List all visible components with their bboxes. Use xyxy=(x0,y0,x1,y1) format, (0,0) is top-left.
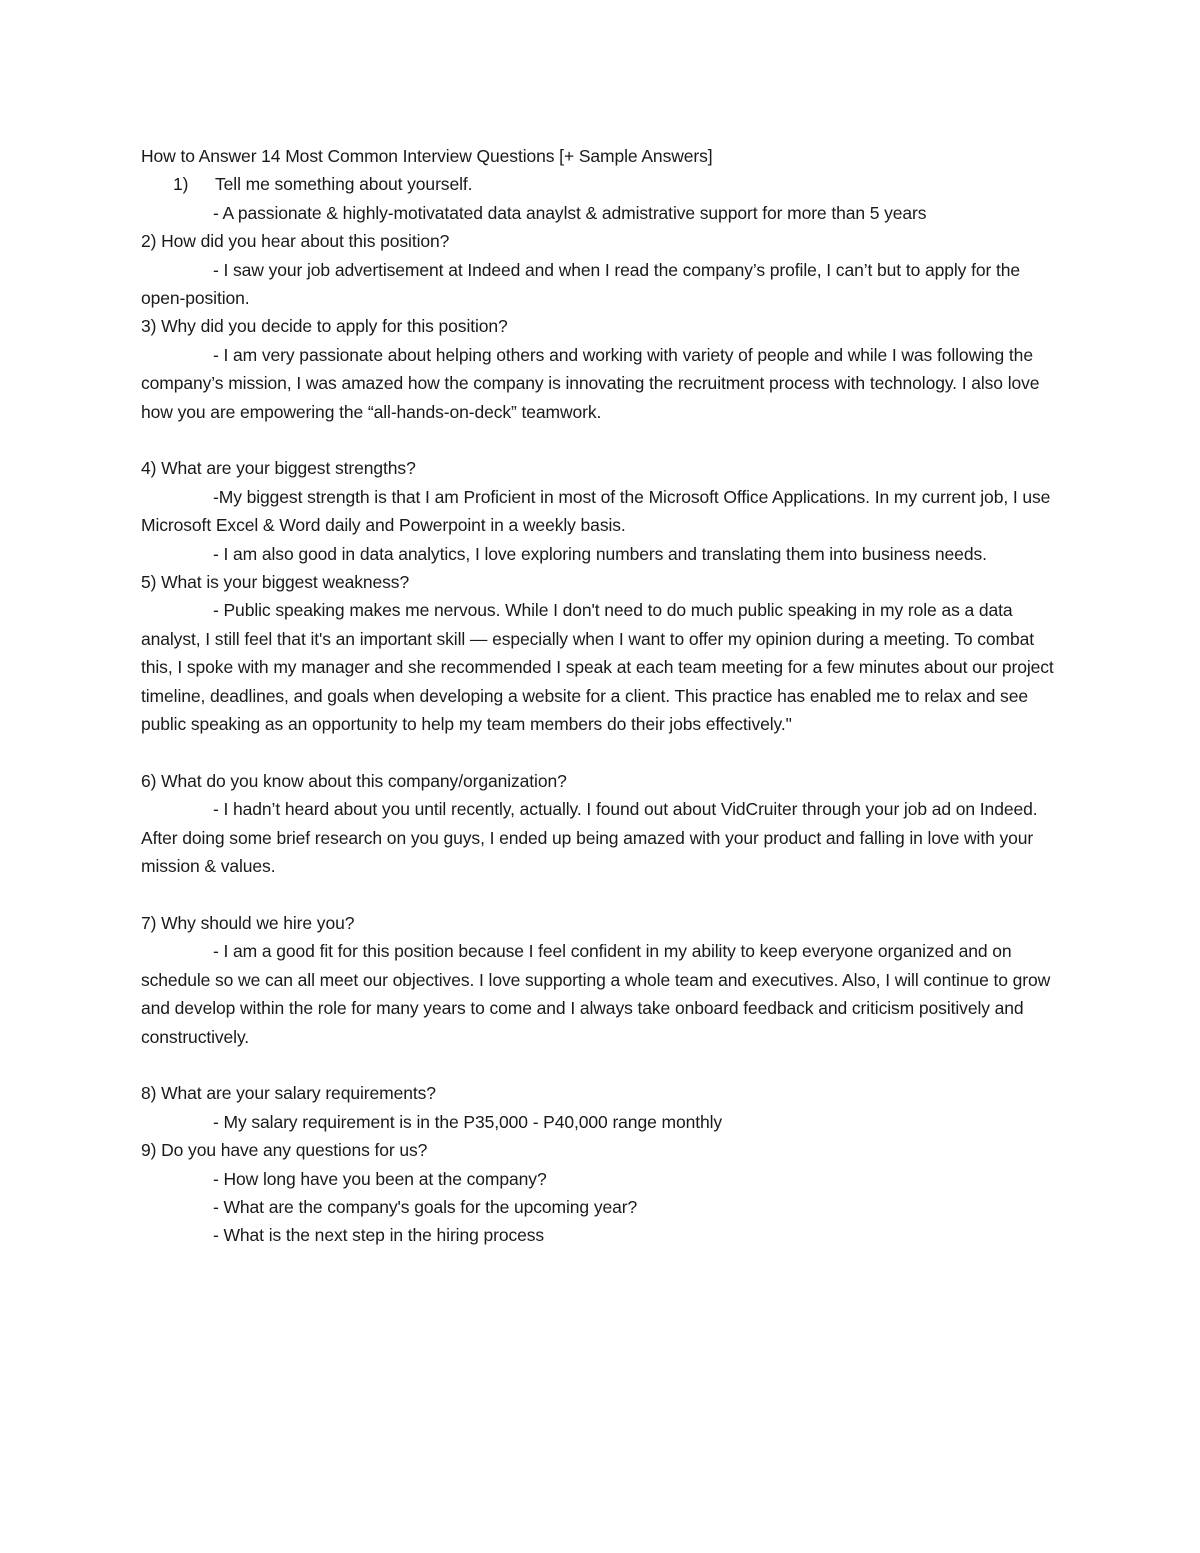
answer-6: - I hadn’t heard about you until recently, actually. I found out about VidCruiter through your job ad on Indeed. After doing some brief research on you guys, I ended up being amazed with your product and falling in love with your mission & values. xyxy=(141,799,1038,877)
answer-9a: - How long have you been at the company? xyxy=(213,1168,547,1189)
question-6: 6) What do you know about this company/organization? xyxy=(141,770,567,791)
question-7: 7) Why should we hire you? xyxy=(141,912,355,933)
answer-7: - I am a good fit for this position because I feel confident in my ability to keep everyone organized and on schedule so we can all meet our objectives. I love supporting a whole team and executives. Also, I will continue to grow and develop within the role for many years to come and I always take onboard feedback and criticism positively and constructively. xyxy=(141,941,1051,1047)
document-title: How to Answer 14 Most Common Interview Questions [+ Sample Answers] xyxy=(141,146,713,166)
question-1-number: 1) xyxy=(173,174,189,195)
question-1-text: Tell me something about yourself. xyxy=(215,174,473,195)
paragraph-gap xyxy=(141,739,1066,767)
answer-9b: - What are the company's goals for the upcoming year? xyxy=(213,1196,638,1217)
question-9: 9) Do you have any questions for us? xyxy=(141,1140,428,1161)
answer-9c: - What is the next step in the hiring process xyxy=(213,1225,545,1246)
answer-2: - I saw your job advertisement at Indeed and when I read the company’s profile, I can’t but to apply for the open-position. xyxy=(141,259,1020,309)
answer-5: - Public speaking makes me nervous. While I don't need to do much public speaking in my role as a data analyst, I still feel that it's an important skill — especially when I want to offer my opinion during a meeting. To combat this, I spoke with my manager and she recommended I speak at each team meeting for a few minutes about our project timeline, deadlines, and goals when developing a website for a client. This practice has enabled me to relax and see public speaking as an opportunity to help my team members do their jobs effectively." xyxy=(141,600,1054,735)
paragraph-gap xyxy=(141,1051,1066,1079)
answer-3: - I am very passionate about helping others and working with variety of people and while I was following the company’s mission, I was amazed how the company is innovating the recruitment process with technology. I also love how you are empowering the “all-hands-on-deck” teamwork. xyxy=(141,344,1040,422)
paragraph-gap xyxy=(141,881,1066,909)
question-4: 4) What are your biggest strengths? xyxy=(141,458,416,479)
answer-4b: - I am also good in data analytics, I love exploring numbers and translating them into business needs. xyxy=(213,543,987,564)
question-1 xyxy=(141,170,1066,198)
question-8: 8) What are your salary requirements? xyxy=(141,1083,436,1104)
answer-4a: -My biggest strength is that I am Proficient in most of the Microsoft Office Applications. In my current job, I use Microsoft Excel & Word daily and Powerpoint in a weekly basis. xyxy=(141,486,1051,536)
document-body xyxy=(141,142,1066,1250)
question-3: 3) Why did you decide to apply for this position? xyxy=(141,316,508,337)
question-5: 5) What is your biggest weakness? xyxy=(141,572,410,593)
answer-8: - My salary requirement is in the P35,000 - P40,000 range monthly xyxy=(213,1111,723,1132)
question-2: 2) How did you hear about this position? xyxy=(141,231,450,252)
paragraph-gap xyxy=(141,426,1066,454)
answer-1: - A passionate & highly-motivatated data anaylst & admistrative support for more than 5 years xyxy=(213,202,927,223)
